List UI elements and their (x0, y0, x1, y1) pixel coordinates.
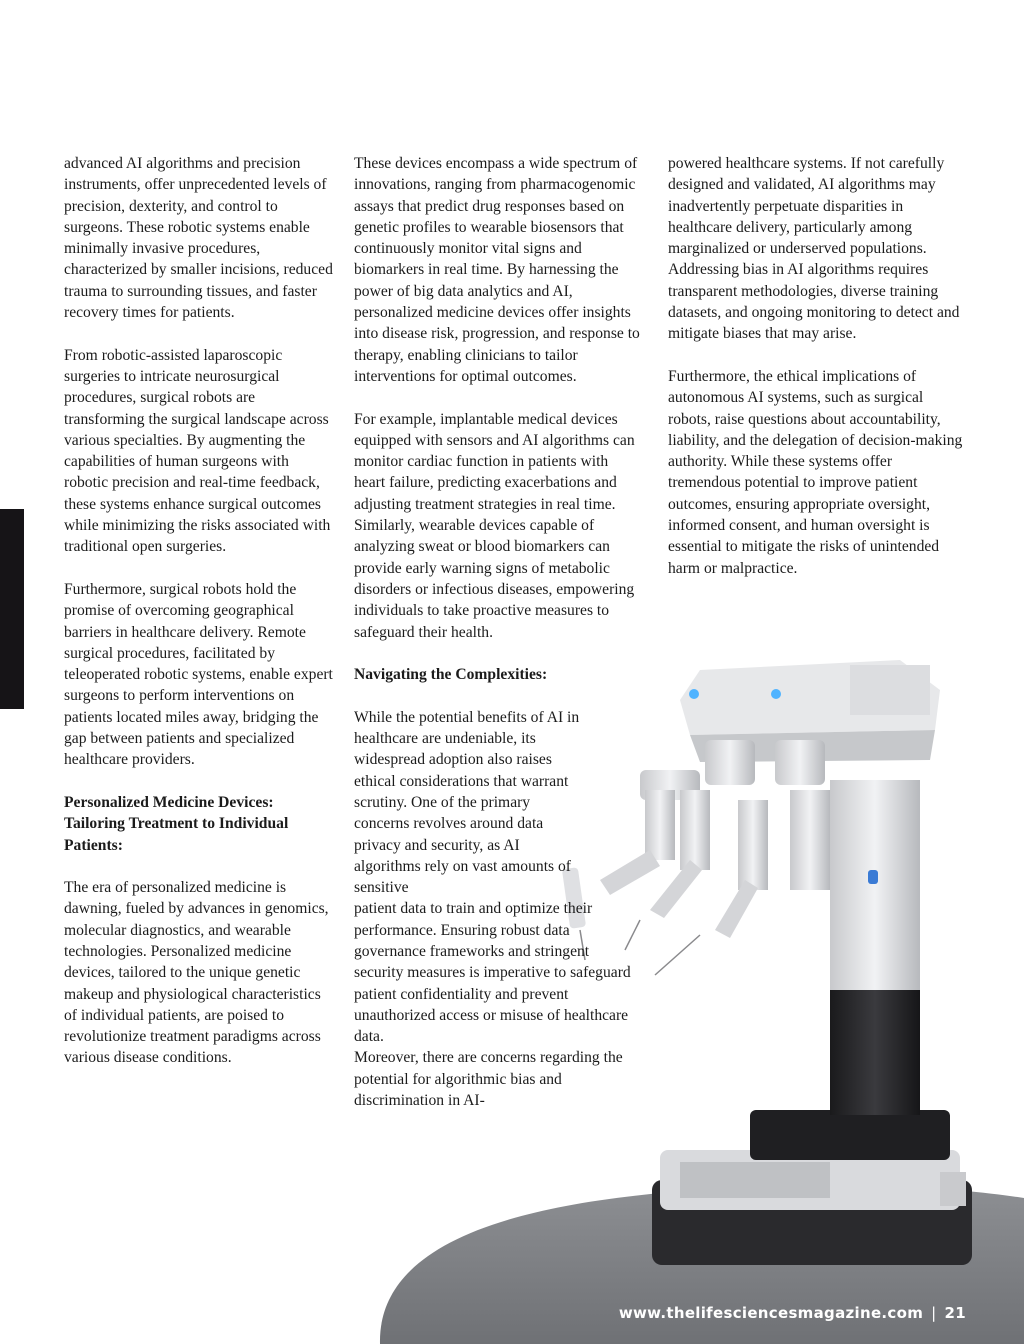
paragraph: Furthermore, surgical robots hold the promise of overcoming geographical barriers in healthcare delivery. Remote surgical procedures, facilitated by teleoperated robotic systems, enable expert surgeons to perform interventions on patients located miles away, bridging the gap between patients and specialized healthcare providers. (64, 580, 333, 769)
paragraph: advanced AI algorithms and precision instruments, offer unprecedented levels of precision, dexterity, and control to surgeons. These robotic systems enable minimally invasive procedures, characterized by smaller incisions, reduced trauma to surrounding tissues, and faster recovery times for patients. (64, 155, 333, 322)
section-heading: Navigating the Complexities: (354, 666, 548, 684)
column-2 (354, 153, 642, 1133)
paragraph: patient data to train and optimize their performance. Ensuring robust data governance frameworks and stringent security measures is imperative to safeguard patient confidentiality and prevent unauthorized access or misuse of healthcare data. (354, 900, 631, 1046)
paragraph: Furthermore, the ethical implications of autonomous AI systems, such as surgical robots, raise questions about accountability, liability, and the delegation of decision-making authority. While these systems offer tremendous potential to improve patient outcomes, ensuring appropriate oversight, informed consent, and human oversight is essential to mitigate the risks of unintended harm or malpractice. (668, 367, 963, 577)
column-3 (668, 153, 968, 600)
paragraph: powered healthcare systems. If not carefully designed and validated, AI algorithms may inadvertently perpetuate disparities in healthcare delivery, particularly among marginalized or underserved populations. Addressing bias in AI algorithms requires transparent methodologies, diverse training datasets, and ongoing monitoring to detect and mitigate biases that may arise. (668, 155, 960, 343)
paragraph: While the potential benefits of AI in healthcare are undeniable, its widespread adoption also raises ethical considerations that warrant scrutiny. One of the primary concerns revolves around data privacy and security, as AI algorithms rely on vast amounts of sensitive (354, 708, 580, 897)
page-footer (619, 1304, 966, 1322)
section-heading: Personalized Medicine Devices: Tailoring Treatment to Individual Patients: (64, 793, 289, 854)
column-1 (64, 153, 334, 1090)
paragraph: From robotic-assisted laparoscopic surgeries to intricate neurosurgical procedures, surgical robots are transforming the surgical landscape across various specialties. By augmenting the capabilities of human surgeons with robotic precision and real-time feedback, these systems enhance surgical outcomes while minimizing the risks associated with traditional open surgeries. (64, 346, 331, 556)
paragraph: These devices encompass a wide spectrum of innovations, ranging from pharmacogenomic assays that predict drug responses based on genetic profiles to wearable biosensors that continuously monitor vital signs and biomarkers in real time. By harnessing the power of big data analytics and AI, personalized medicine devices offer insights into disease risk, progression, and response to therapy, enabling clinicians to tailor interventions for optimal outcomes. (354, 155, 640, 385)
page-number: 21 (944, 1304, 966, 1322)
paragraph: Moreover, there are concerns regarding the potential for algorithmic bias and discrimination in AI- (354, 1049, 623, 1110)
website-url: www.thelifesciencesmagazine.com (618, 1304, 924, 1322)
paragraph: The era of personalized medicine is dawning, fueled by advances in genomics, molecular diagnostics, and wearable technologies. Personalized medicine devices, tailored to the unique genetic makeup and physiological characteristics of individual patients, are poised to revolutionize treatment paradigms across various disease conditions. (64, 879, 329, 1067)
footer-separator: | (931, 1304, 937, 1322)
paragraph: For example, implantable medical devices equipped with sensors and AI algorithms can monitor cardiac function in patients with heart failure, predicting exacerbations and adjusting treatment strategies in real time. Similarly, wearable devices capable of analyzing sweat or blood biomarkers can provide early warning signs of metabolic disorders or infectious diseases, empowering individuals to take proactive measures to safeguard their health. (354, 410, 635, 641)
